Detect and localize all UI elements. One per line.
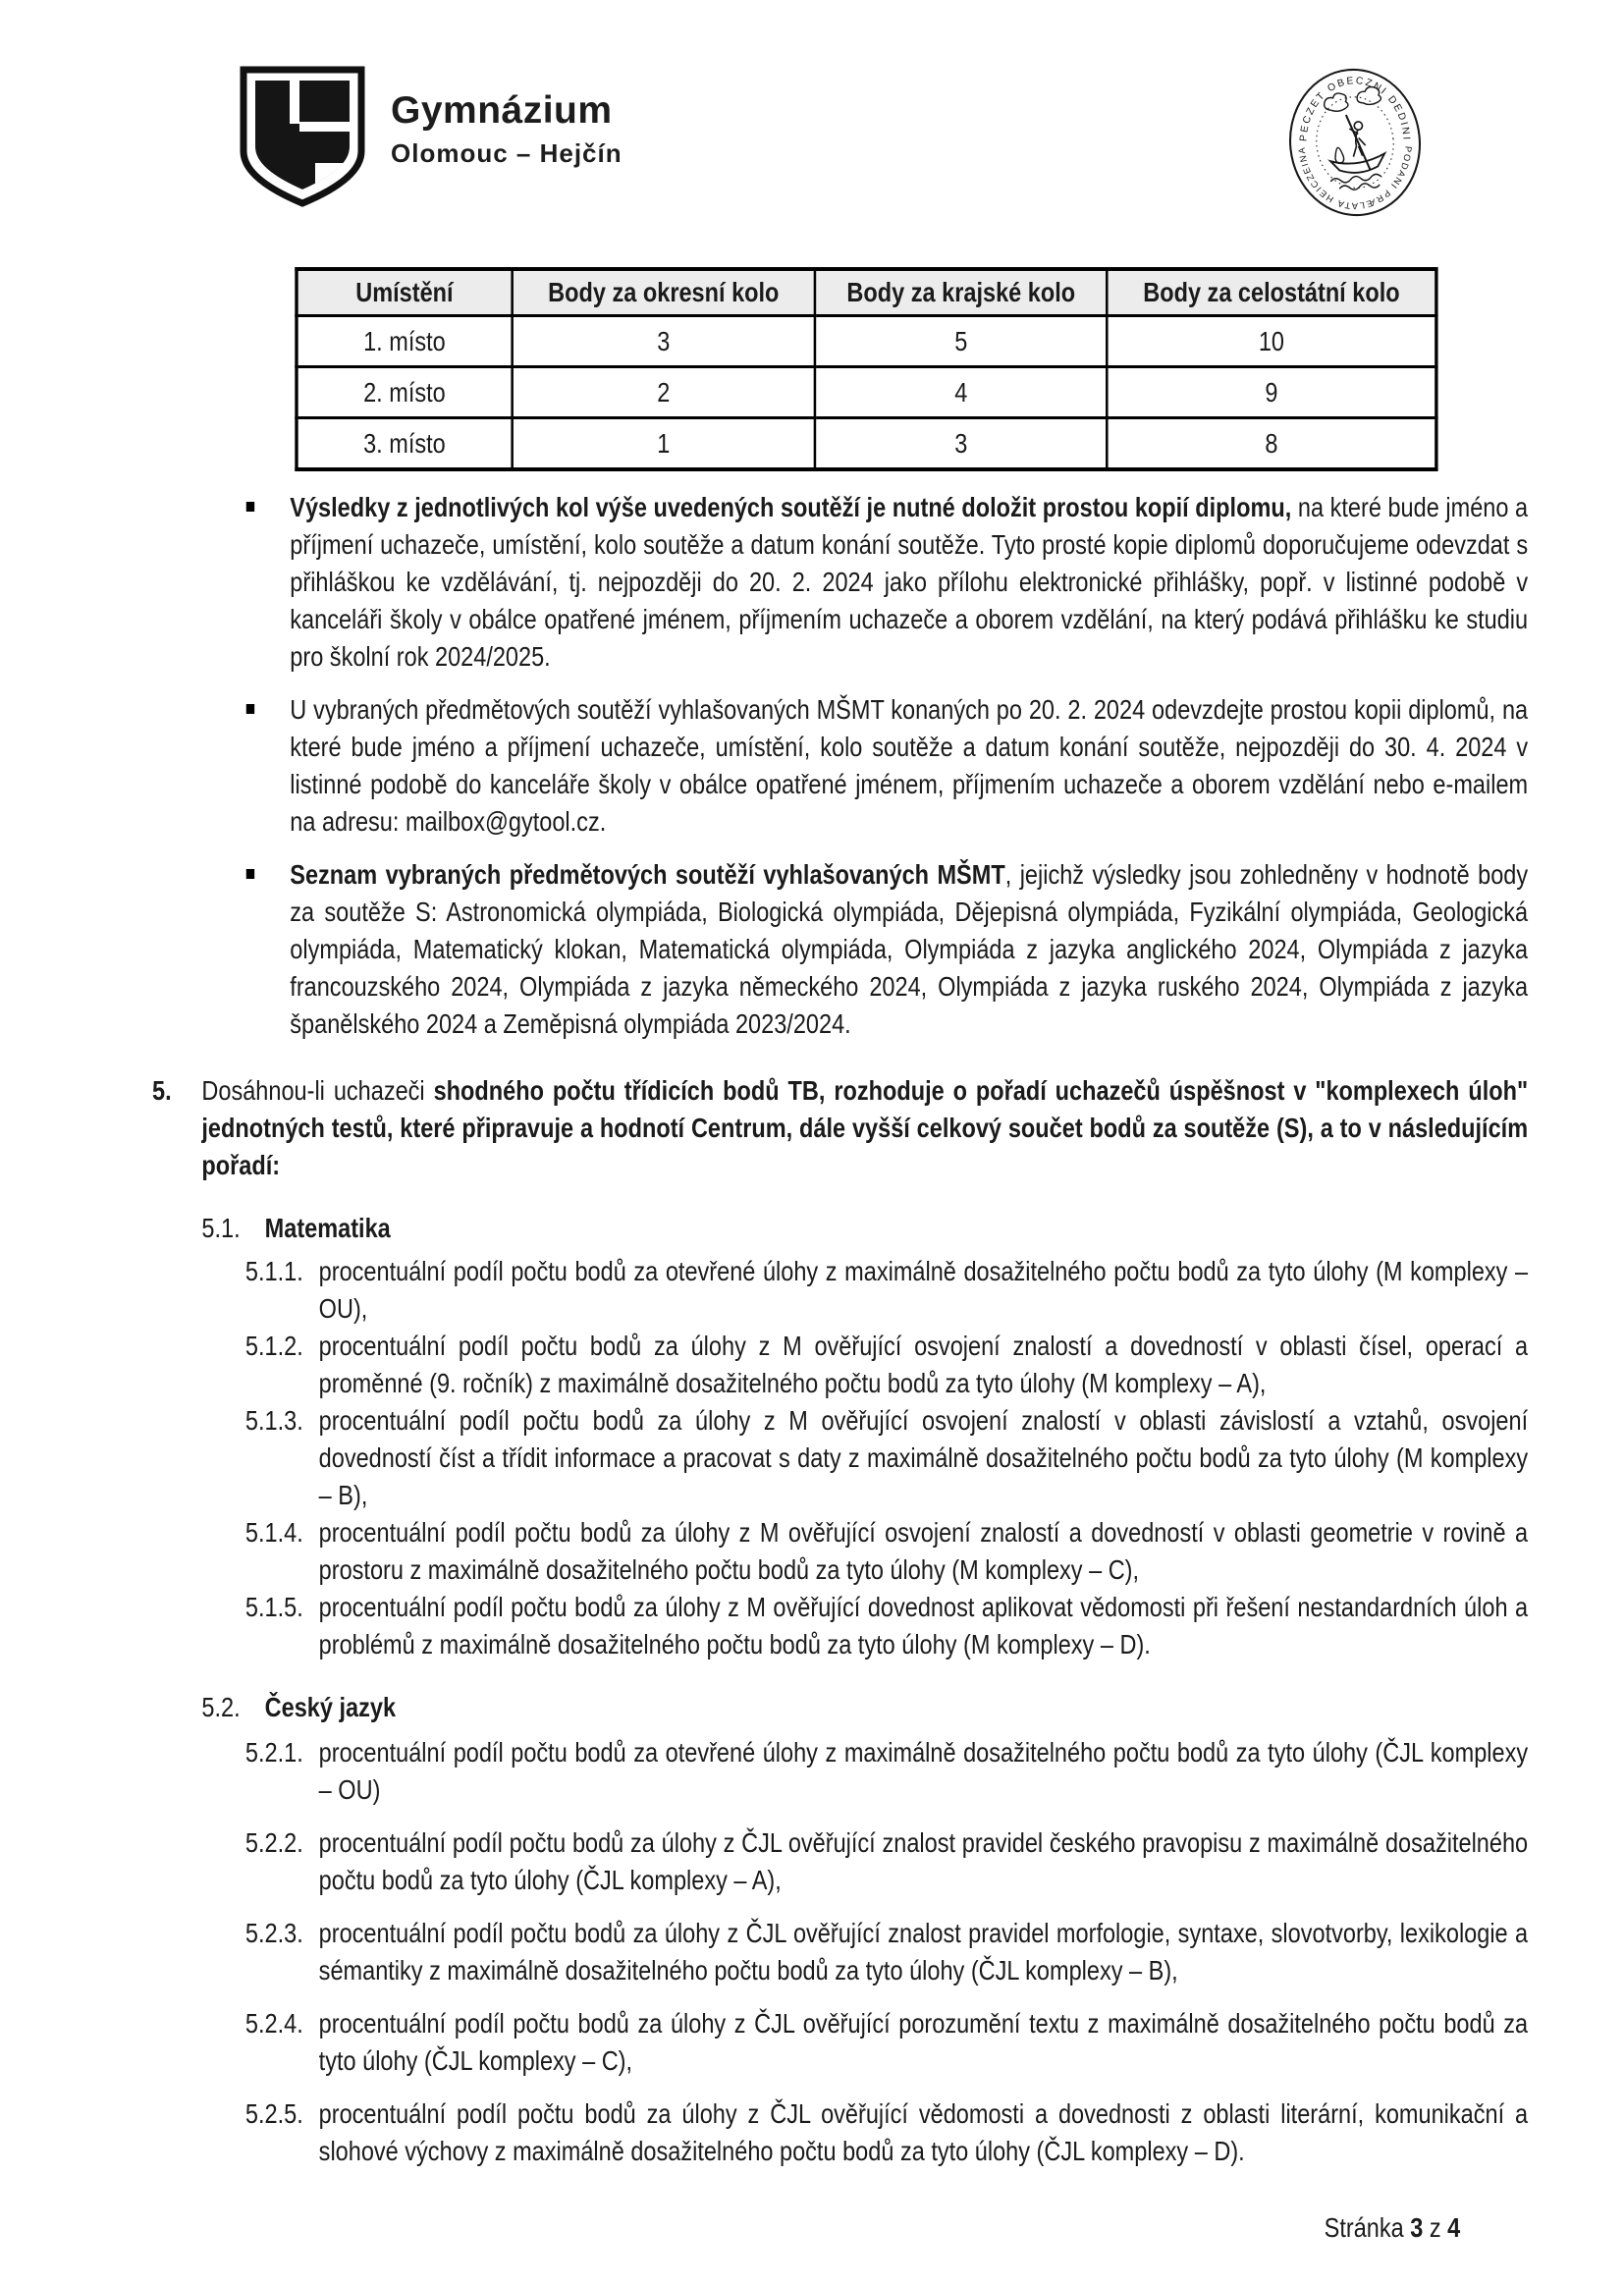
column-header: Umístění bbox=[297, 269, 512, 316]
section-number: 5.2. bbox=[201, 1692, 241, 1722]
content-column bbox=[152, 0, 1528, 2247]
table-row bbox=[297, 418, 1436, 470]
seal-text-bottom: PODANI PRÆLATA HEICZEINA bbox=[1296, 145, 1414, 211]
table-header-row bbox=[297, 269, 1436, 316]
sub-item-text: procentuální podíl počtu bodů za úlohy z ČJL ověřující vědomosti a dovednosti z oblasti literární, komunikační a slohové výchovy z maximálně dosažitelného počtu bodů za tyto úlohy (ČJL komplexy – D). bbox=[318, 2098, 1529, 2166]
sub-item-text: procentuální podíl počtu bodů za úlohy z M ověřující osvojení znalostí v oblasti závislostí a vztahů, osvojení dovedností číst a třídit informace a pracovat s daty z maximálně dosažitelného počtu bodů za tyto úlohy (M komplexy – B), bbox=[318, 1405, 1529, 1510]
section-title: Matematika bbox=[264, 1213, 391, 1243]
table-cell: 4 bbox=[815, 367, 1107, 418]
sub-item bbox=[152, 1402, 1528, 1514]
table-cell: 5 bbox=[815, 316, 1107, 367]
section-body-matematika bbox=[152, 1253, 1528, 1663]
footer-of: z bbox=[1429, 2212, 1441, 2243]
sub-item-text: procentuální podíl počtu bodů za úlohy z ČJL ověřující porozumění textu z maximálně dosažitelného počtu bodů za tyto úlohy (ČJL komplexy – C), bbox=[318, 2008, 1529, 2076]
text-segment: U vybraných předmětových soutěží vyhlašovaných MŠMT konaných po 20. 2. 2024 odevzdejte prostou kopii diplomů, na které bude jméno a příjmení uchazeče, umístění, kolo soutěže a datum konání soutěže, nejpozději do 30. 4. 2024 v listinné podobě do kanceláře školy v obálce opatřené jménem, příjmením uchazeče a oborem vzdělání nebo e-mailem na adresu: mailbox@gytool.cz. bbox=[290, 694, 1529, 837]
sub-item-text: procentuální podíl počtu bodů za úlohy z ČJL ověřující znalost pravidel českého pravopisu z maximálně dosažitelného počtu bodů za tyto úlohy (ČJL komplexy – A), bbox=[318, 1827, 1529, 1895]
table-cell: 10 bbox=[1107, 316, 1436, 367]
sub-item-number: 5.1.4. bbox=[244, 1517, 303, 1548]
sub-item bbox=[152, 1824, 1528, 1899]
section-body-cesky-jazyk bbox=[152, 1734, 1528, 2170]
footer-page-number: 3 bbox=[1410, 2212, 1424, 2243]
footer-total-pages: 4 bbox=[1447, 2212, 1461, 2243]
sub-item-number: 5.2.5. bbox=[244, 2098, 303, 2129]
table-cell: 3. místo bbox=[297, 418, 512, 470]
sub-item-number: 5.1.3. bbox=[244, 1405, 303, 1436]
sub-item bbox=[152, 1734, 1528, 1809]
text-segment: Výsledky z jednotlivých kol výše uvedených soutěží je nutné doložit prostou kopií diplomu, bbox=[290, 492, 1292, 522]
footer-label: Stránka bbox=[1324, 2212, 1404, 2243]
sub-item-text: procentuální podíl počtu bodů za úlohy z M ověřující dovednost aplikovat vědomosti při řešení nestandardních úloh a problémů z maximálně dosažitelného počtu bodů za tyto úlohy (M komplexy – D). bbox=[318, 1592, 1529, 1659]
column-header: Body za krajské kolo bbox=[815, 269, 1107, 316]
school-city: Olomouc – Hejčín bbox=[391, 137, 623, 168]
table-cell: 1 bbox=[512, 418, 815, 470]
sub-item bbox=[152, 1253, 1528, 1328]
bullet-item bbox=[152, 691, 1528, 841]
sub-item bbox=[152, 1328, 1528, 1402]
bullet-item bbox=[152, 856, 1528, 1043]
item-5-text bbox=[201, 1075, 1528, 1180]
sub-item-number: 5.2.3. bbox=[244, 1918, 303, 1948]
sub-item bbox=[152, 2095, 1528, 2170]
text-segment: Dosáhnou-li uchazeči bbox=[201, 1075, 434, 1106]
bullet-square-icon bbox=[246, 502, 254, 512]
page-footer bbox=[152, 2209, 1528, 2247]
table-cell: 8 bbox=[1107, 418, 1436, 470]
sub-item-number: 5.2.1. bbox=[244, 1737, 303, 1768]
bullet-list bbox=[152, 489, 1528, 1043]
text-segment: , jejichž výsledky jsou zohledněny v hodnotě body za soutěže S: Astronomická olympiáda, Biologická olympiáda, Dějepisná olympiáda, Fyzikální olympiáda, Geologická olympiáda, Matematický klokan, Matematická olympiáda, Olympiáda z jazyka anglického 2024, Olympiáda z jazyka francouzského 2024, Olympiáda z jazyka německého 2024, Olympiáda z jazyka ruského 2024, Olympiáda z jazyka španělského 2024 a Zeměpisná olympiáda 2023/2024. bbox=[290, 859, 1529, 1039]
bullet-square-icon bbox=[246, 704, 254, 714]
sub-item-number: 5.1.5. bbox=[244, 1592, 303, 1622]
sub-item bbox=[152, 1514, 1528, 1589]
sub-item bbox=[152, 1589, 1528, 1663]
section-heading-matematika bbox=[152, 1210, 1528, 1247]
section-number: 5.1. bbox=[201, 1213, 241, 1243]
school-name: Gymnázium bbox=[391, 89, 613, 132]
table-cell: 1. místo bbox=[297, 316, 512, 367]
section-heading-cesky-jazyk bbox=[152, 1689, 1528, 1726]
table-cell: 3 bbox=[815, 418, 1107, 470]
sub-item-number: 5.1.2. bbox=[244, 1331, 303, 1361]
table-row bbox=[297, 316, 1436, 367]
sub-item-text: procentuální podíl počtu bodů za otevřené úlohy z maximálně dosažitelného počtu bodů za tyto úlohy (ČJL komplexy – OU) bbox=[318, 1737, 1529, 1805]
section-title: Český jazyk bbox=[264, 1692, 397, 1722]
table-cell: 3 bbox=[512, 316, 815, 367]
sub-item-text: procentuální podíl počtu bodů za úlohy z M ověřující osvojení znalostí a dovedností v oblasti geometrie v rovině a prostoru z maximálně dosažitelného počtu bodů za tyto úlohy (M komplexy – C), bbox=[318, 1517, 1529, 1585]
numbered-item-5 bbox=[152, 1072, 1528, 1184]
table-row bbox=[297, 367, 1436, 418]
table-cell: 2. místo bbox=[297, 367, 512, 418]
column-header: Body za celostátní kolo bbox=[1107, 269, 1436, 316]
text-segment: Seznam vybraných předmětových soutěží vyhlašovaných MŠMT bbox=[290, 859, 1005, 890]
bullet-item bbox=[152, 489, 1528, 676]
column-header: Body za okresní kolo bbox=[512, 269, 815, 316]
bullet-text bbox=[290, 694, 1528, 837]
table-cell: 2 bbox=[512, 367, 815, 418]
bullet-text bbox=[290, 492, 1528, 672]
seal-text-top: PECZET OBECZNI DEDINI bbox=[1298, 76, 1412, 142]
sub-item bbox=[152, 1915, 1528, 1989]
item-5-number: 5. bbox=[152, 1075, 172, 1106]
sub-item-number: 5.2.4. bbox=[244, 2008, 303, 2039]
text-segment: shodného počtu třídicích bodů TB, rozhoduje o pořadí uchazečů úspěšnost v "komplexech úloh" jednotných testů, které připravuje a hodnotí Centrum, dále vyšší celkový součet bodů za soutěže (S), a to v následujícím pořadí: bbox=[201, 1075, 1529, 1180]
sub-item-text: procentuální podíl počtu bodů za úlohy z M ověřující osvojení znalostí a dovedností v oblasti čísel, operací a proměnné (9. ročník) z maximálně dosažitelného počtu bodů za tyto úlohy (M komplexy – A), bbox=[318, 1331, 1529, 1398]
sub-item bbox=[152, 2005, 1528, 2080]
sub-item-number: 5.2.2. bbox=[244, 1827, 303, 1858]
sub-item-text: procentuální podíl počtu bodů za úlohy z ČJL ověřující znalost pravidel morfologie, syntaxe, slovotvorby, lexikologie a sémantiky z maximálně dosažitelného počtu bodů za tyto úlohy (ČJL komplexy – B), bbox=[318, 1918, 1529, 1986]
sub-item-text: procentuální podíl počtu bodů za otevřené úlohy z maximálně dosažitelného počtu bodů za tyto úlohy (M komplexy – OU), bbox=[318, 1256, 1529, 1324]
bullet-square-icon bbox=[246, 869, 254, 879]
bullet-text bbox=[290, 859, 1528, 1039]
text-segment: na které bude jméno a příjmení uchazeče, umístění, kolo soutěže a datum konání soutěže. Tyto prosté kopie diplomů doporučujeme odevzdat s přihláškou ke vzdělávání, tj. nejpozději do 20. 2. 2024 jako přílohu elektronické přihlášky, popř. v listinné podobě v kanceláři školy v obálce opatřené jménem, příjmením uchazeče a oborem vzdělání, na který podává přihlášku ke studiu pro školní rok 2024/2025. bbox=[290, 492, 1529, 672]
table-cell: 9 bbox=[1107, 367, 1436, 418]
sub-item-number: 5.1.1. bbox=[244, 1256, 303, 1286]
scoring-table bbox=[295, 267, 1437, 471]
